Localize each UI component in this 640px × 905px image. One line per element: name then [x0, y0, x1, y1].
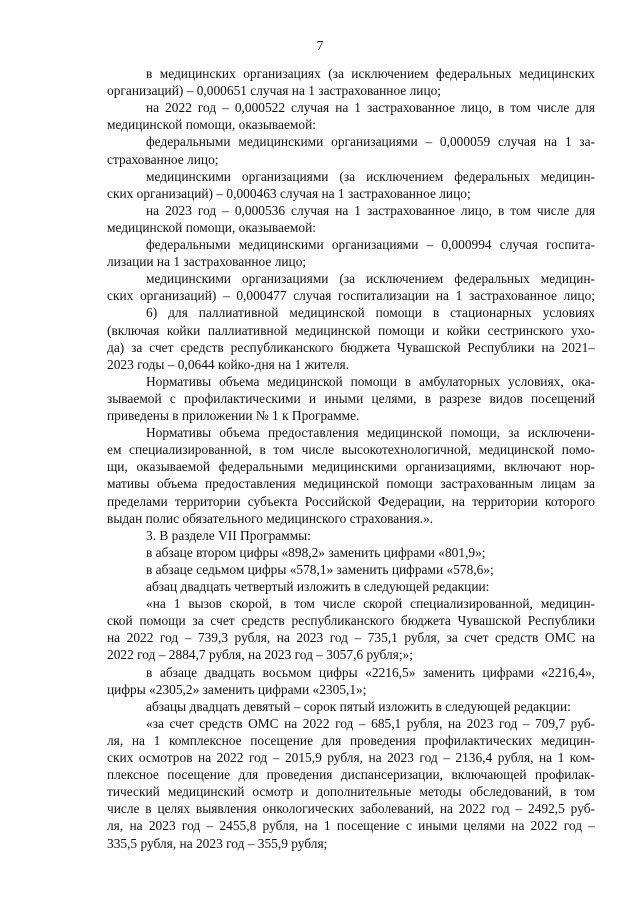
- text-line: Нормативы объема предоставления медицинской помощи, за исключени-: [146, 425, 595, 441]
- text-line: ских организаций) – 0,000477 случая госпитализации на 1 застрахованное лицо;: [107, 288, 595, 304]
- text-line: ем специализированной, в том числе высокотехнологичной, медицинской помо-: [107, 442, 595, 458]
- text-line: на 2023 год – 0,000536 случая на 1 застрахованное лицо, в том числе для: [146, 202, 595, 218]
- text-line: в абзаце седьмом цифры «578,1» заменить цифрами «578,6»;: [146, 561, 494, 577]
- text-line: на 2022 год – 739,3 рубля, на 2023 год – 735,1 рубля, за счет средств ОМС на: [107, 630, 595, 646]
- text-line: «за счет средств ОМС на 2022 год – 685,1 рубля, на 2023 год – 709,7 руб-: [146, 715, 595, 731]
- text-line: медицинской помощи, оказываемой:: [107, 219, 316, 235]
- text-line: медицинскими организациями (за исключением федеральных медицин-: [146, 168, 595, 184]
- text-line: 6) для паллиативной медицинской помощи в стационарных условиях: [146, 305, 595, 321]
- text-line: «на 1 вызов скорой, в том числе скорой специализированной, медицин-: [146, 596, 595, 612]
- text-line: 335,5 рубля, на 2023 год – 355,9 рубля;: [107, 835, 328, 851]
- text-line: 2022 год – 2884,7 рубля, на 2023 год – 3057,6 рубля;»;: [107, 647, 413, 663]
- text-line: медицинской помощи, оказываемой:: [107, 117, 316, 133]
- text-line: (включая койки паллиативной медицинской помощи и койки сестринского ухо-: [107, 322, 595, 338]
- text-line: да) за счет средств республиканского бюджета Чувашской Республики на 2021–: [107, 339, 595, 355]
- text-line: федеральными медицинскими организациями – 0,000994 случая госпита-: [146, 237, 595, 252]
- text-line: приведены в приложении № 1 к Программе.: [107, 408, 360, 423]
- text-line: организаций) – 0,000651 случая на 1 застрахованное лицо;: [107, 83, 442, 99]
- text-line: 2023 годы – 0,0644 койко-дня на 1 жителя.: [107, 356, 350, 372]
- text-line: числе в целях выявления онкологических заболеваний, на 2022 год – 2492,5 руб-: [107, 801, 595, 817]
- text-line: тический медицинский осмотр и дополнительные методы обследований, в том: [107, 784, 595, 800]
- text-line: на 2022 год – 0,000522 случая на 1 застрахованное лицо, в том числе для: [146, 100, 595, 116]
- page-number: 7: [316, 38, 324, 53]
- text-line: абзац двадцать четвертый изложить в следующей редакции:: [146, 579, 490, 594]
- text-line: абзацы двадцать девятый – сорок пятый изложить в следующей редакции:: [146, 698, 571, 714]
- text-line: цифры «2305,2» заменить цифрами «2305,1»;: [107, 681, 367, 697]
- text-line: в абзаце двадцать восьмом цифры «2216,5» заменить цифрами «2216,4»,: [146, 664, 595, 680]
- text-line: ских организаций) – 0,000463 случая на 1 застрахованное лицо;: [107, 185, 471, 201]
- text-line: Нормативы объема медицинской помощи в амбулаторных условиях, ока-: [146, 373, 595, 389]
- text-line: ля, на 2023 год – 2455,8 рубля, на 1 посещение с иными целями на 2022 год –: [107, 818, 595, 834]
- text-line: ской помощи за счет средств республиканского бюджета Чувашской Республики: [107, 613, 595, 629]
- text-line: плексное посещение для проведения диспансеризации, включающей профилак-: [107, 767, 595, 783]
- text-line: пределами территории субъекта Российской Федерации, на территории которого: [107, 493, 595, 509]
- text-line: ля, на 1 комплексное посещение для проведения профилактических медицин-: [107, 732, 595, 748]
- text-line: мативы объема предоставления медицинской помощи застрахованным лицам за: [107, 476, 595, 492]
- text-line: лизации на 1 застрахованное лицо;: [107, 254, 307, 270]
- text-line: медицинскими организациями (за исключением федеральных медицин-: [146, 271, 595, 287]
- text-line: выдан полис обязательного медицинского страхования.».: [107, 510, 434, 526]
- text-line: страхованное лицо;: [107, 151, 219, 167]
- text-line: щи, оказываемой федеральными медицинскими организациями, включают нор-: [107, 459, 595, 475]
- text-line: зываемой с профилактическими и иными целями, в разрезе видов посещений: [107, 390, 595, 406]
- text-line: федеральными медицинскими организациями – 0,000059 случая на 1 за-: [146, 134, 595, 150]
- text-line: ских осмотров на 2022 год – 2015,9 рубля, на 2023 год – 2136,4 рубля, на 1 ком-: [107, 750, 595, 765]
- text-line: 3. В разделе VII Программы:: [146, 527, 311, 543]
- text-line: в абзаце втором цифры «898,2» заменить цифрами «801,9»;: [146, 544, 486, 560]
- text-line: в медицинских организациях (за исключением федеральных медицинских: [146, 66, 595, 81]
